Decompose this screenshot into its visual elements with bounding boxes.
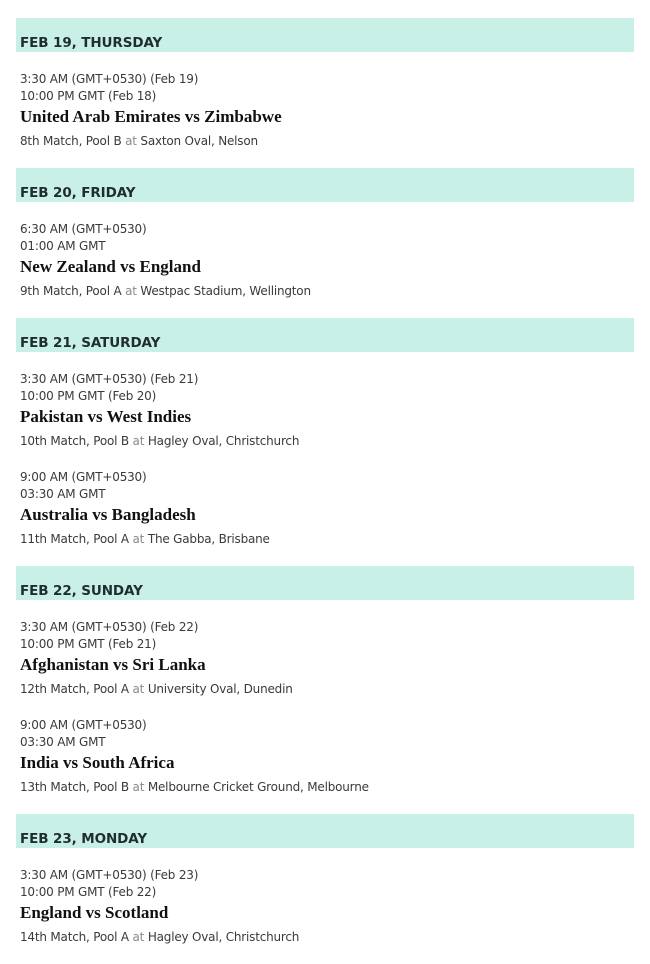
day-section: [16, 18, 634, 150]
local-time: 3:30 AM (GMT+0530) (Feb 22): [20, 620, 199, 634]
match-item: [16, 371, 634, 450]
match-details: [20, 531, 634, 548]
at-label: at: [132, 930, 145, 944]
match-info: 13th Match, Pool B: [20, 780, 129, 794]
day-section: [16, 566, 634, 796]
match-details: [20, 133, 634, 150]
match-teams: Australia vs Bangladesh: [20, 505, 196, 524]
local-time: 9:00 AM (GMT+0530): [20, 470, 147, 484]
at-label: at: [132, 532, 145, 546]
day-section: [16, 168, 634, 300]
match-item: [16, 221, 634, 300]
match-details: [20, 929, 634, 946]
venue: Hagley Oval, Christchurch: [147, 930, 300, 944]
match-item: [16, 717, 634, 796]
match-details: [20, 283, 634, 300]
gmt-time: 10:00 PM GMT (Feb 22): [20, 885, 157, 899]
at-label: at: [125, 134, 137, 148]
gmt-time: 10:00 PM GMT (Feb 20): [20, 389, 157, 403]
match-teams: United Arab Emirates vs Zimbabwe: [20, 107, 282, 126]
local-time: 6:30 AM (GMT+0530): [20, 222, 147, 236]
local-time: 3:30 AM (GMT+0530) (Feb 19): [20, 72, 199, 86]
day-section: [16, 318, 634, 548]
day-section: [16, 814, 634, 946]
match-item: [16, 867, 634, 946]
match-teams: India vs South Africa: [20, 753, 175, 772]
match-info: 14th Match, Pool A: [20, 930, 129, 944]
match-details: [20, 779, 634, 796]
match-details: [20, 681, 634, 698]
at-label: at: [125, 284, 137, 298]
local-time: 9:00 AM (GMT+0530): [20, 718, 147, 732]
at-label: at: [132, 780, 145, 794]
gmt-time: 10:00 PM GMT (Feb 21): [20, 637, 157, 651]
day-header: FEB 20, FRIDAY: [16, 168, 634, 202]
day-header: FEB 23, MONDAY: [16, 814, 634, 848]
venue: University Oval, Dunedin: [147, 682, 293, 696]
match-teams: New Zealand vs England: [20, 257, 201, 276]
venue: Hagley Oval, Christchurch: [147, 434, 300, 448]
match-info: 9th Match, Pool A: [20, 284, 122, 298]
match-info: 12th Match, Pool A: [20, 682, 129, 696]
venue: Melbourne Cricket Ground, Melbourne: [147, 780, 369, 794]
match-item: [16, 619, 634, 698]
gmt-time: 01:00 AM GMT: [20, 239, 106, 253]
day-header: FEB 19, THURSDAY: [16, 18, 634, 52]
at-label: at: [132, 434, 145, 448]
local-time: 3:30 AM (GMT+0530) (Feb 21): [20, 372, 199, 386]
match-teams: Afghanistan vs Sri Lanka: [20, 655, 206, 674]
match-teams: Pakistan vs West Indies: [20, 407, 192, 426]
gmt-time: 03:30 AM GMT: [20, 735, 106, 749]
match-info: 11th Match, Pool A: [20, 532, 129, 546]
at-label: at: [132, 682, 145, 696]
match-details: [20, 433, 634, 450]
gmt-time: 03:30 AM GMT: [20, 487, 106, 501]
venue: The Gabba, Brisbane: [147, 532, 270, 546]
gmt-time: 10:00 PM GMT (Feb 18): [20, 89, 157, 103]
day-header: FEB 22, SUNDAY: [16, 566, 634, 600]
match-info: 10th Match, Pool B: [20, 434, 129, 448]
match-item: [16, 469, 634, 548]
local-time: 3:30 AM (GMT+0530) (Feb 23): [20, 868, 199, 882]
match-teams: England vs Scotland: [20, 903, 169, 922]
match-info: 8th Match, Pool B: [20, 134, 122, 148]
match-item: [16, 71, 634, 150]
venue: Westpac Stadium, Wellington: [140, 284, 311, 298]
day-header: FEB 21, SATURDAY: [16, 318, 634, 352]
match-schedule: [16, 18, 634, 964]
venue: Saxton Oval, Nelson: [140, 134, 258, 148]
